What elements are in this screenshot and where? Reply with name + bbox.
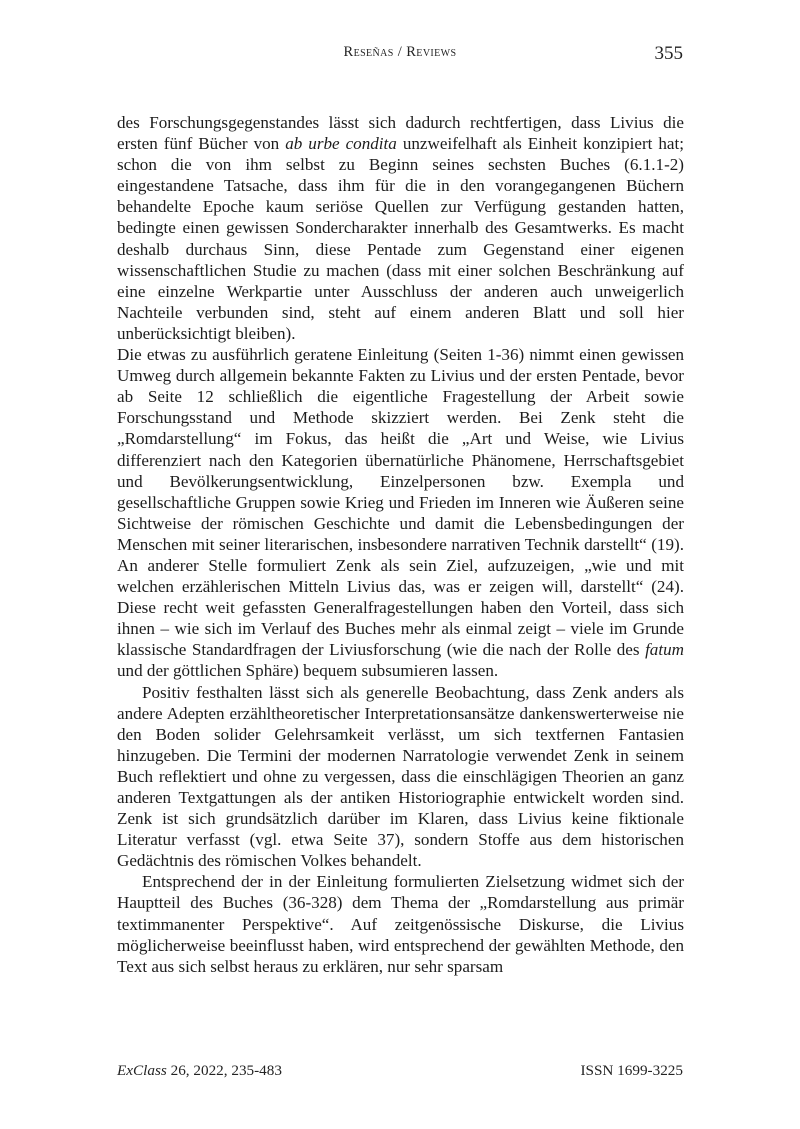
page-number: 355: [654, 43, 683, 64]
text-run: und der göttlichen Sphäre) bequem subsumieren lassen.: [117, 661, 499, 681]
italic-term: ab urbe condita: [285, 134, 397, 154]
text-run: des Forschungsgegenstandes lässt sich dadurch rechtfertigen, dass Livius die ersten fünf Bücher von: [117, 113, 684, 154]
text-run: Positiv festhalten lässt sich als generelle Beobachtung, dass Zenk anders als andere Adepten erzähltheoretischer Interpretationsansätze dankenswerterweise nie den Boden solider Gelehrsamkeit verlässt, um sich textfernen Fantasien hinzugeben. Die Termini der modernen Narratologie verwendet Zenk in seinem Buch reflektiert und ohne zu vergessen, dass die einschlägigen Theorien an ganz anderen Textgattungen als der antiken Historiographie entwickelt worden sind. Zenk ist sich grundsätzlich darüber im Klaren, dass Livius keine fiktionale Literatur verfasst (vgl. etwa Seite 37), sondern Stoffe aus dem historischen Gedächtnis des römischen Volkes behandelt.: [117, 682, 684, 871]
journal-citation: 26, 2022, 235-483: [166, 1062, 282, 1079]
running-head: [117, 44, 683, 68]
footer-citation: [117, 1062, 282, 1080]
body-text-block: [117, 112, 684, 977]
text-run: Die etwas zu ausführlich geratene Einleitung (Seiten 1-36) nimmt einen gewissen Umweg durch allgemein bekannte Fakten zu Livius und der ersten Pentade, bevor ab Seite 12 schließlich die eigentliche Fragestellung der Arbeit sowie Forschungsstand und Methode skizziert werden. Bei Zenk steht die „Romdarstellung“ im Fokus, das heißt die „Art und Weise, wie Livius differenziert nach den Kategorien übernatürliche Phänomene, Herrschaftsgebiet und Bevölkerungsentwicklung, Einzelpersonen bzw. Exempla und gesellschaftliche Gruppen sowie Krieg und Frieden im Inneren wie Äußeren seine Sichtweise der römischen Geschichte und damit die Lebensbedingungen der Menschen mit seiner literarischen, insbesondere narrativen Technik darstellt“ (19). An anderer Stelle formuliert Zenk als sein Ziel, aufzuzeigen, „wie und mit welchen erzählerischen Mitteln Livius das, was er zeigen will, darstellt“ (24). Diese recht weit gefassten Generalfragestellungen haben den Vorteil, dass sich ihnen – wie sich im Verlauf des Buches mehr als einmal zeigt – viele im Grunde klassische Standardfragen der Liviusforschung (wie die nach der Rolle des: [117, 345, 684, 660]
italic-term: fatum: [645, 640, 684, 660]
paragraph: [117, 344, 684, 682]
text-run: Entsprechend der in der Einleitung formulierten Zielsetzung widmet sich der Hauptteil des Buches (36-328) dem Thema der „Romdarstellung aus primär textimmanenter Perspektive“. Auf zeitgenössische Diskurse, die Livius möglicherweise beeinflusst haben, wird entsprechend der gewählten Methode, den Text aus sich selbst heraus zu erklären, nur sehr sparsam: [117, 872, 684, 976]
journal-name: ExClass: [117, 1062, 167, 1079]
paragraph: [117, 871, 684, 976]
text-run: unzweifelhaft als Einheit konzipiert hat; schon die von ihm selbst zu Beginn seines sechsten Buches (6.1.1-2) eingestandene Tatsache, dass ihm für die in den vorangegangenen Büchern behandelte Epoche kaum seriöse Quellen zur Verfügung gestanden hatten, bedingte einen gewissen Sondercharakter innerhalb des Gesamtwerks. Es macht deshalb durchaus Sinn, diese Pentade zum Gegenstand einer eigenen wissenschaftlichen Studie zu machen (dass mit einer solchen Beschränkung auf eine einzelne Werkpartie unter Ausschluss der anderen auch unweigerlich Nachteile verbunden sind, steht auf einem anderen Blatt und soll hier unberücksichtigt bleiben).: [117, 134, 684, 343]
issn: ISSN 1699-3225: [580, 1062, 683, 1079]
paragraph: [117, 112, 684, 344]
page-footer: [117, 1062, 683, 1080]
running-head-title: Reseñas / Reviews: [343, 44, 457, 60]
paragraph: [117, 682, 684, 872]
